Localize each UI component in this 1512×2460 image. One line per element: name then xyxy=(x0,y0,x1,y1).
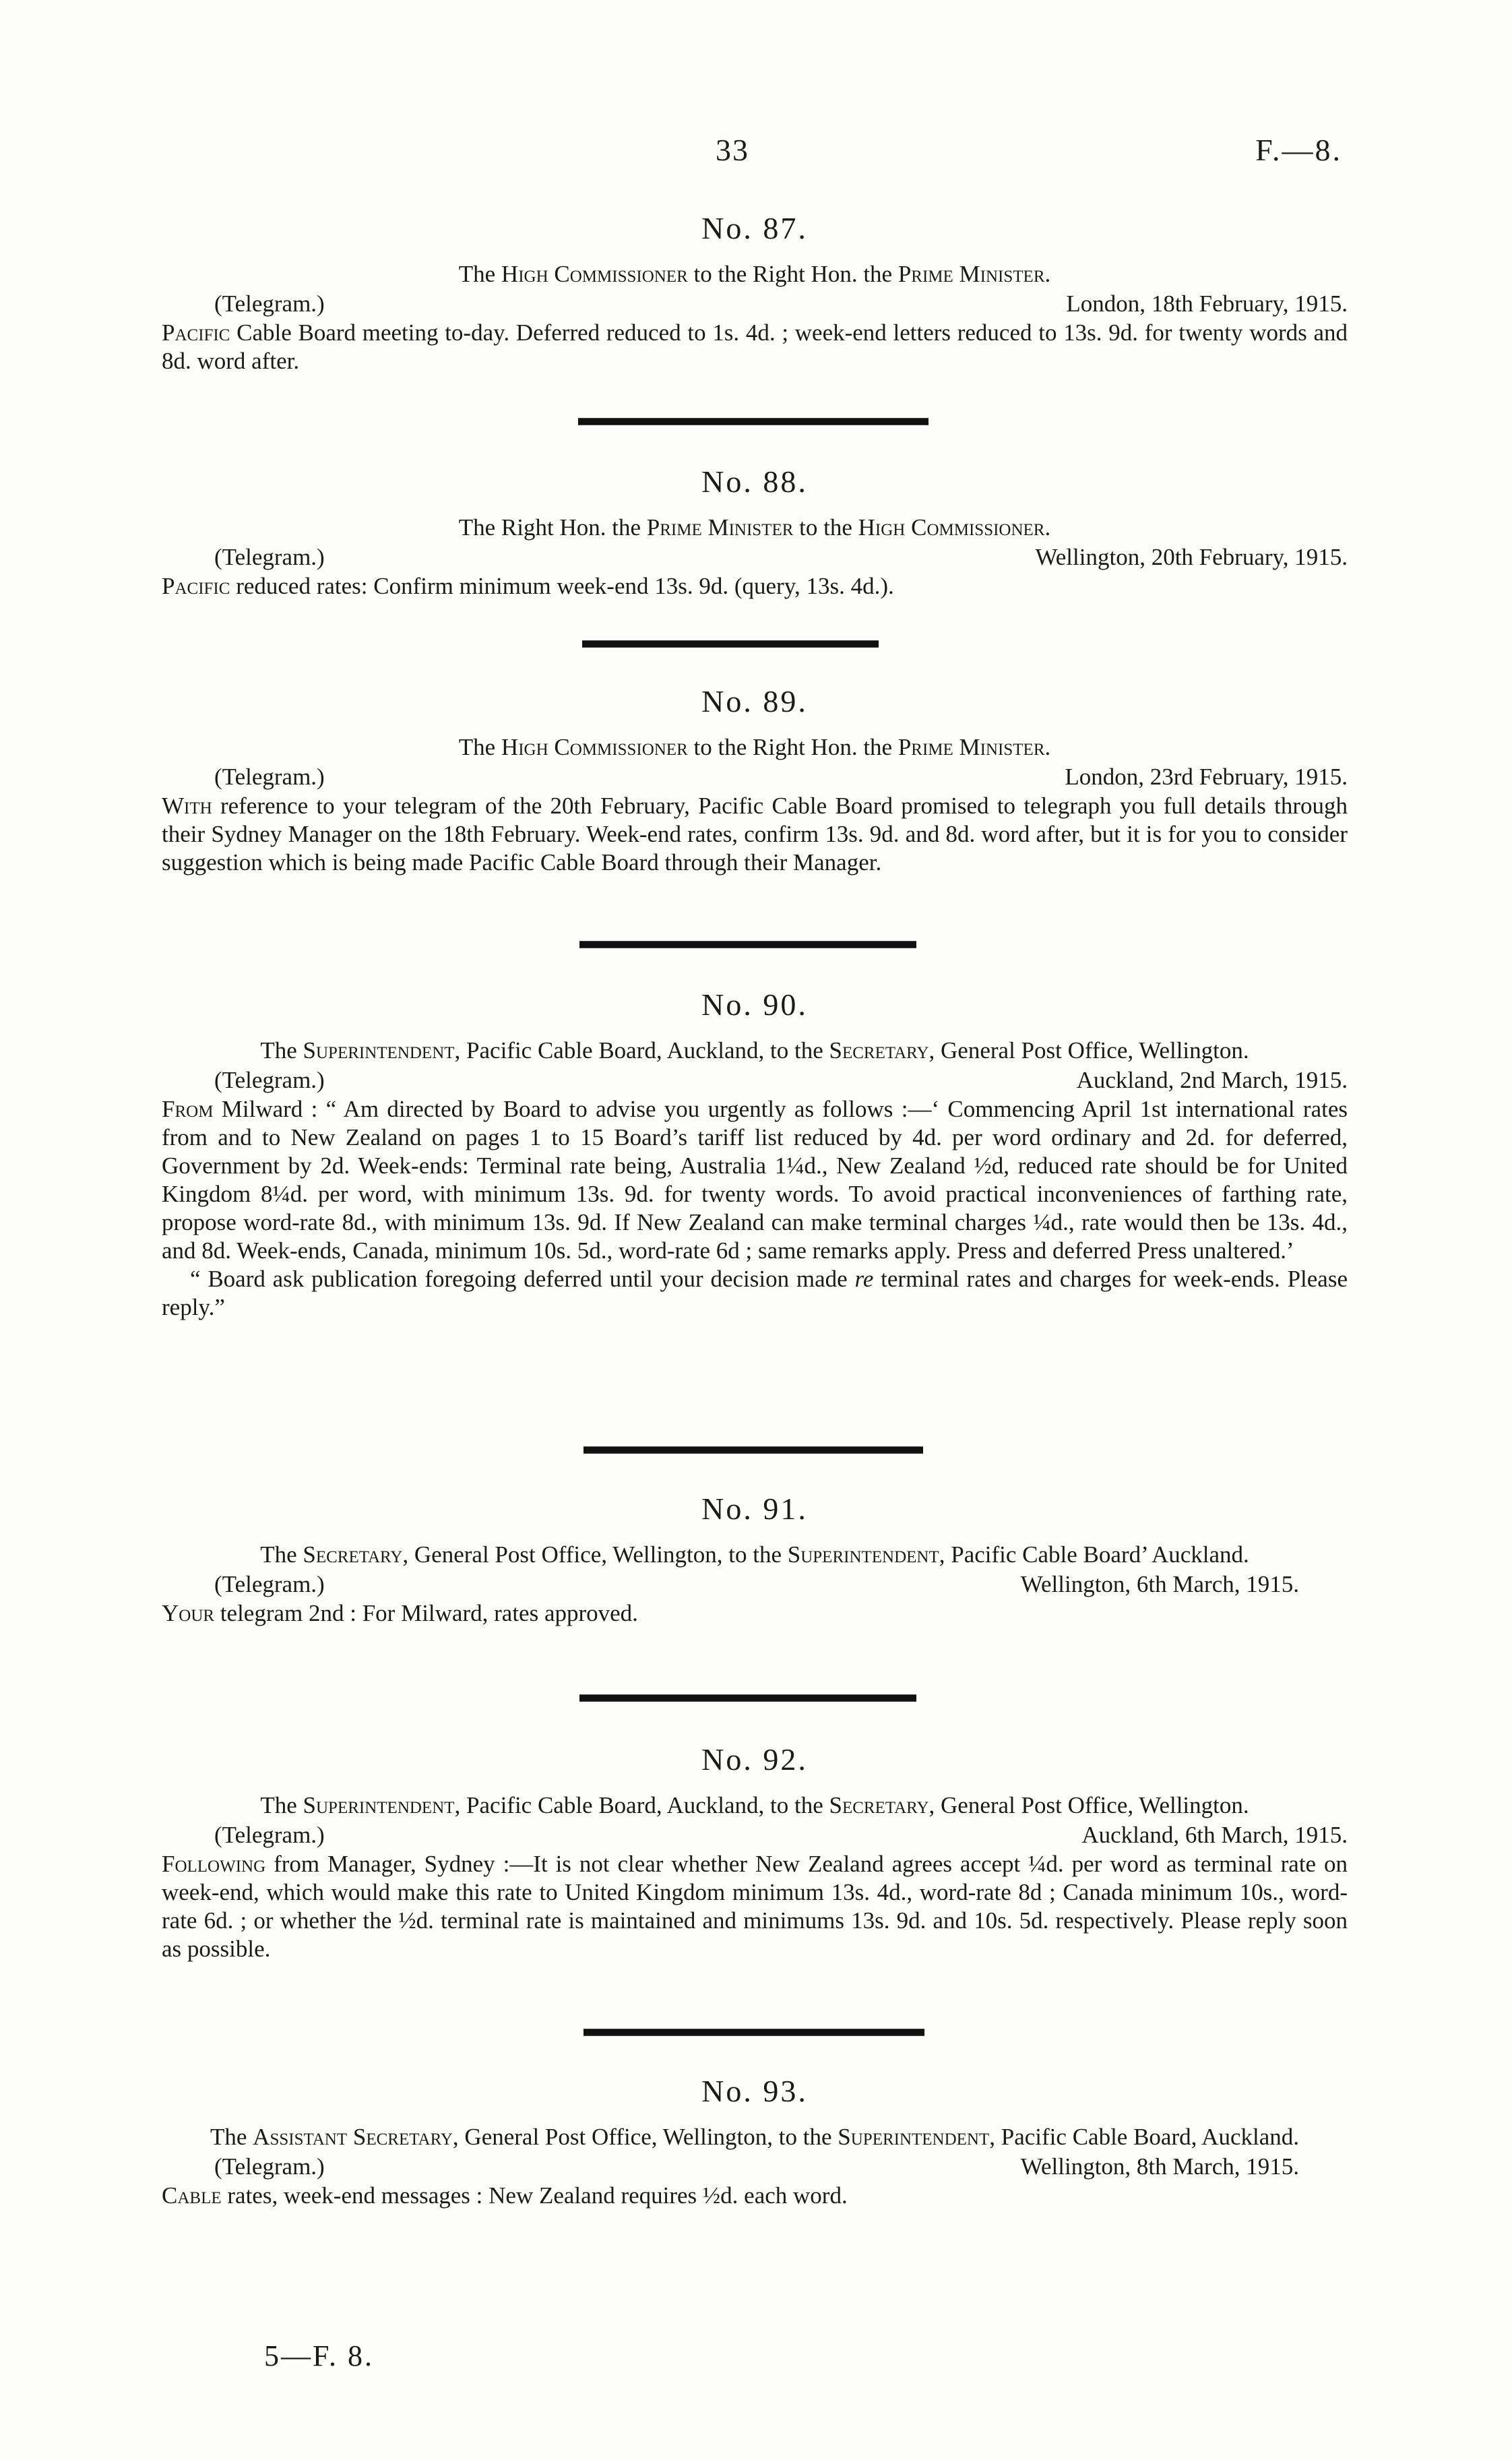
telegram-line xyxy=(162,762,1348,792)
place-date: London, 18th February, 1915. xyxy=(1066,290,1348,317)
document-heading: The Right Hon. the Prime Minister to the High Commissioner. xyxy=(458,514,1051,541)
document-number: No. 91. xyxy=(701,1492,808,1526)
section-divider xyxy=(578,418,928,425)
message-body: From Milward : “ Am directed by Board to advise you urgently as follows :—‘ Commencing April 1st international rates from and to New Zealand on pages 1 to 15 Board’s tariff list reduced by 4d. per word ordinary and 2d. for deferred, Government by 2d. Week-ends: Terminal rate being, Australia 1¼d., New Zealand ½d, reduced rate should be for United Kingdom 8¼d. per word, with minimum 13s. 9d. for twenty words. To avoid practical inconveniences of farthing rate, propose word-rate 8d., with minimum 13s. 9d. If New Zealand can make terminal charges ¼d., rate would then be 13s. 4d., and 8d. Week-ends, Canada, minimum 10s. 5d., word-rate 6d ; same remarks apply. Press and deferred Press unaltered.’ xyxy=(162,1096,1348,1264)
document-87 xyxy=(162,210,1348,375)
signature-mark: 5—F. 8. xyxy=(264,2339,374,2372)
document-heading: The Superintendent, Pacific Cable Board, Auckland, to the Secretary, General Post Office, Wellington. xyxy=(260,1037,1249,1064)
document-90 xyxy=(162,987,1348,1322)
document-number: No. 88. xyxy=(701,464,808,499)
document-number: No. 89. xyxy=(701,684,808,718)
document-88 xyxy=(162,464,1348,601)
place-date: Auckland, 2nd March, 1915. xyxy=(1076,1067,1348,1093)
message-body: With reference to your telegram of the 20th February, Pacific Cable Board promised to telegraph you full details through their Sydney Manager on the 18th February. Week-end rates, confirm 13s. 9d. and 8d. word after, but it is for you to consider suggestion which is being made Pacific Cable Board through their Manager. xyxy=(162,793,1348,875)
place-date: Wellington, 8th March, 1915. xyxy=(1020,2153,1299,2180)
page-number: 33 xyxy=(716,133,749,167)
place-date: Wellington, 20th February, 1915. xyxy=(1035,544,1348,570)
document-heading: The High Commissioner to the Right Hon. the Prime Minister. xyxy=(458,261,1051,287)
document-92 xyxy=(162,1742,1348,1963)
document-number: No. 90. xyxy=(701,987,808,1022)
telegram-line xyxy=(162,1820,1348,1850)
message-body: Your telegram 2nd : For Milward, rates approved. xyxy=(162,1600,638,1626)
document-number: No. 87. xyxy=(701,211,808,245)
place-date: Wellington, 6th March, 1915. xyxy=(1020,1571,1299,1597)
message-body: Pacific Cable Board meeting to-day. Deferred reduced to 1s. 4d. ; week-end letters reduced to 13s. 9d. for twenty words and 8d. word after. xyxy=(162,319,1348,374)
message-body-continued: “ Board ask publication foregoing deferred until your decision made re terminal rates and charges for week-ends. Please reply.” xyxy=(162,1266,1348,1320)
section-divider xyxy=(582,640,879,648)
telegram-line xyxy=(162,1066,1348,1095)
telegram-label: (Telegram.) xyxy=(214,1067,325,1093)
document-89 xyxy=(162,683,1348,877)
telegram-label: (Telegram.) xyxy=(214,1571,325,1597)
section-divider xyxy=(579,1694,916,1702)
telegram-label: (Telegram.) xyxy=(214,764,325,790)
place-date: London, 23rd February, 1915. xyxy=(1065,764,1348,790)
telegram-label: (Telegram.) xyxy=(214,544,325,570)
telegram-line xyxy=(162,1570,1348,1599)
document-heading: The Assistant Secretary, General Post Office, Wellington, to the Superintendent, Pacific Cable Board, Auckland. xyxy=(210,2124,1299,2150)
document-reference: F.—8. xyxy=(1255,133,1342,167)
document-heading: The Secretary, General Post Office, Wellington, to the Superintendent, Pacific Cable Board’ Auckland. xyxy=(260,1541,1249,1568)
document-number: No. 92. xyxy=(701,1742,808,1777)
telegram-label: (Telegram.) xyxy=(214,290,325,317)
place-date: Auckland, 6th March, 1915. xyxy=(1081,1822,1348,1848)
document-heading: The Superintendent, Pacific Cable Board, Auckland, to the Secretary, General Post Office, Wellington. xyxy=(260,1792,1249,1818)
telegram-label: (Telegram.) xyxy=(214,1822,325,1848)
telegram-line xyxy=(162,543,1348,572)
page-header xyxy=(0,132,1512,173)
telegram-label: (Telegram.) xyxy=(214,2153,325,2180)
section-divider xyxy=(579,941,916,948)
message-body: Following from Manager, Sydney :—It is not clear whether New Zealand agrees accept ¼d. per word as terminal rate on week-end, which would make this rate to United Kingdom minimum 13s. 4d., word-rate 8d ; Canada minimum 10s., word-rate 6d. ; or whether the ½d. terminal rate is maintained and minimums 13s. 9d. and 10s. 5d. respectively. Please reply soon as possible. xyxy=(162,1851,1348,1962)
document-93 xyxy=(162,2073,1348,2210)
document-91 xyxy=(162,1491,1348,1628)
section-divider xyxy=(584,1446,923,1454)
section-divider xyxy=(584,2029,924,2036)
message-body: Cable rates, week-end messages : New Zealand requires ½d. each word. xyxy=(162,2182,848,2209)
document-heading: The High Commissioner to the Right Hon. the Prime Minister. xyxy=(458,734,1051,760)
telegram-line xyxy=(162,2152,1348,2182)
message-body: Pacific reduced rates: Confirm minimum week-end 13s. 9d. (query, 13s. 4d.). xyxy=(162,573,894,599)
telegram-line xyxy=(162,289,1348,319)
document-number: No. 93. xyxy=(701,2074,808,2108)
